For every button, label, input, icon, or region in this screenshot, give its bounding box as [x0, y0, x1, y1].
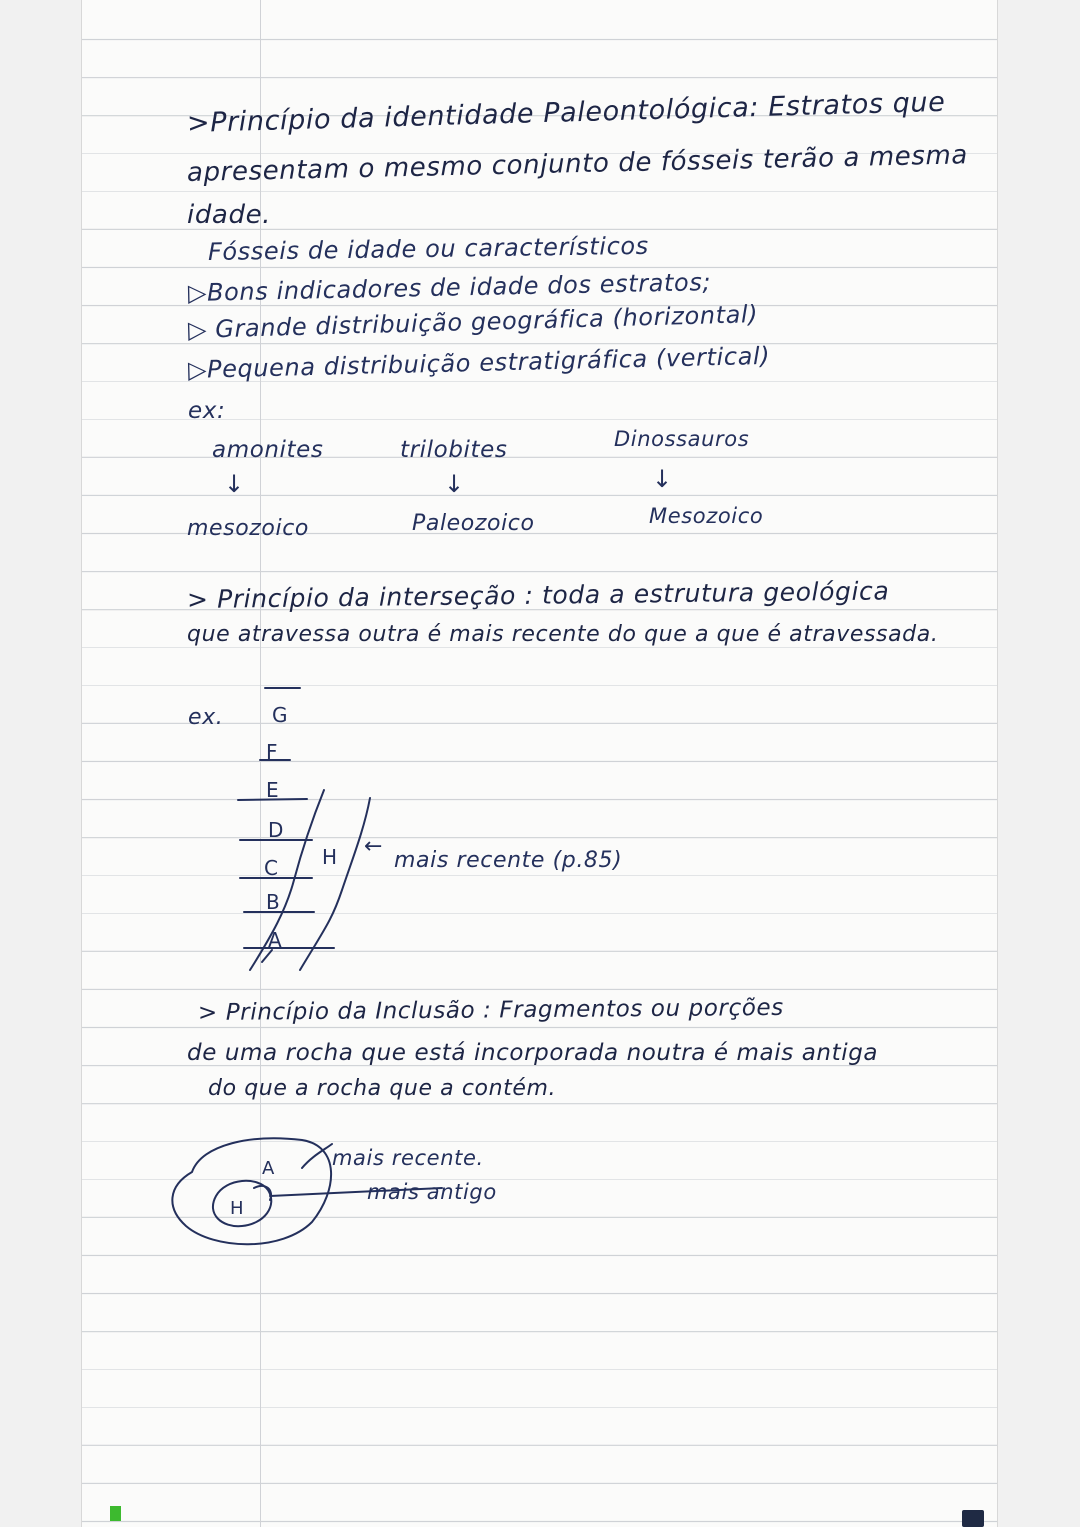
section3-line3: do que a rocha que a contém. — [208, 1076, 557, 1101]
bullet-item: ▷Bons indicadores de idade dos estratos; — [187, 268, 712, 307]
section1-line2: apresentam o mesmo conjunto de fósseis terão a mesma — [186, 140, 969, 188]
fossil-dinossauros: Dinossauros — [614, 427, 750, 451]
section1-line3: idade. — [187, 200, 272, 230]
era-paleozoico: Paleozoico — [412, 511, 535, 536]
section1-subheading: Fósseis de idade ou característicos — [207, 231, 649, 266]
era-mesozoico: mesozoico — [187, 516, 309, 541]
bullet-item: ▷Pequena distribuição estratigráfica (vertical) — [187, 341, 771, 384]
stratum-label: B — [266, 890, 281, 914]
corner-logo-icon — [962, 1510, 984, 1527]
arrow-left-icon: ← — [364, 834, 384, 859]
section2-line2: que atravessa outra é mais recente do que a que é atravessada. — [187, 622, 939, 647]
stratum-label: D — [268, 818, 285, 842]
stratum-label: F — [266, 740, 279, 764]
stratum-label: A — [268, 928, 283, 952]
arrow-down-icon: ↓ — [224, 470, 245, 498]
arrow-down-icon: ↓ — [444, 470, 465, 498]
label-old: mais antigo — [367, 1180, 497, 1204]
outer-rock-label: A — [262, 1158, 275, 1179]
intrusion-label: H — [322, 845, 338, 869]
corner-marker — [110, 1506, 121, 1521]
stratum-label: C — [264, 856, 279, 880]
inner-rock-label: H — [230, 1198, 245, 1219]
fossil-amonites: amonites — [212, 437, 324, 463]
bullet-item: ▷ Grande distribuição geográfica (horizontal) — [187, 300, 759, 344]
notebook-page — [82, 0, 997, 1527]
section2-title: > Princípio da interseção : toda a estrutura geológica — [186, 576, 890, 614]
section3-title: > Princípio da Inclusão : Fragmentos ou porções — [197, 994, 784, 1026]
stratum-label: E — [266, 778, 280, 802]
era-mesozoico-2: Mesozoico — [649, 504, 764, 528]
fossil-trilobites: trilobites — [400, 437, 508, 463]
strata-cross-section-diagram — [232, 680, 372, 980]
section3-line2: de uma rocha que está incorporada noutra é mais antiga — [187, 1040, 879, 1066]
example-label: ex: — [188, 398, 226, 424]
label-recent: mais recente. — [332, 1146, 484, 1170]
stratum-label: G — [272, 703, 289, 727]
intrusion-annotation: mais recente (p.85) — [394, 848, 623, 873]
section1-title: >Princípio da identidade Paleontológica: Estratos que — [186, 86, 946, 139]
example-label: ex. — [188, 705, 224, 730]
arrow-down-icon: ↓ — [652, 465, 673, 493]
